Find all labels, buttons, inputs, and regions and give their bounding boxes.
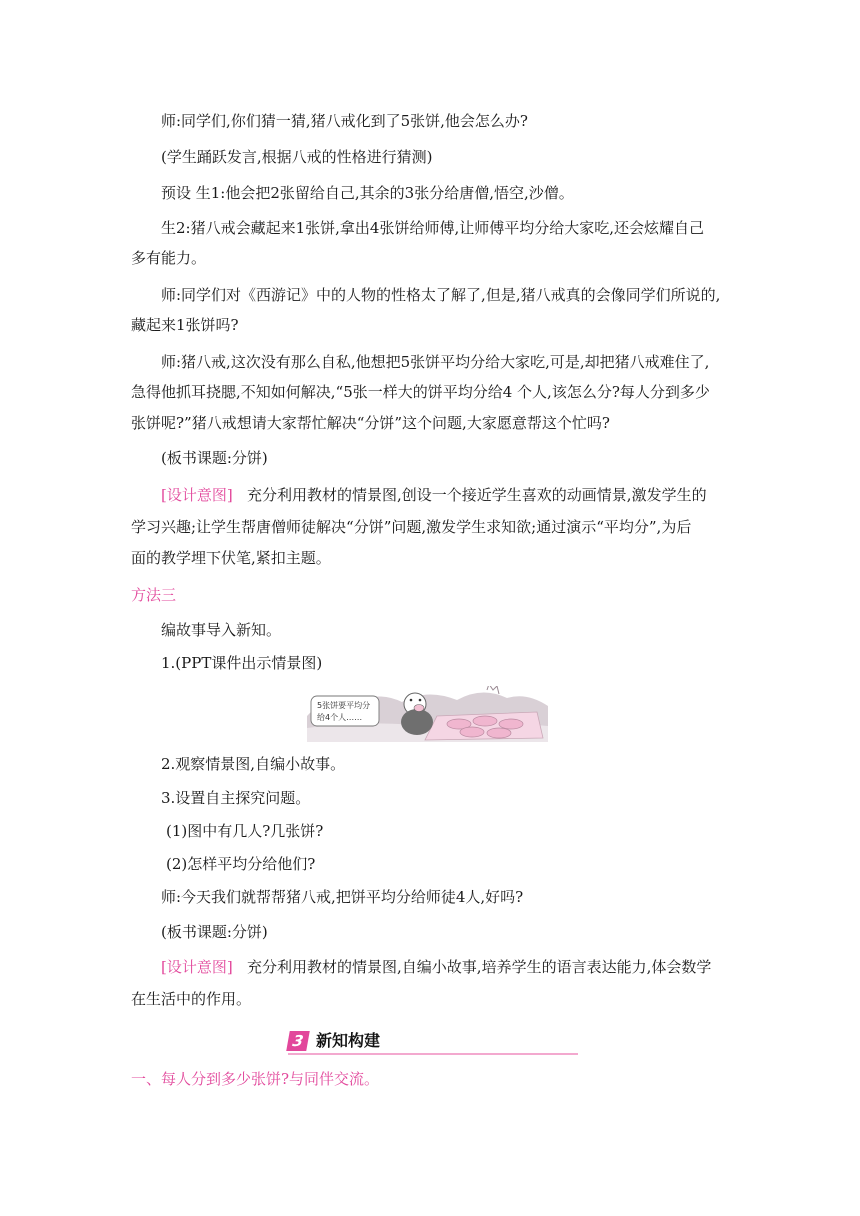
paragraph: 面的教学埋下伏笔,紧扣主题。 [131,549,331,567]
paragraph: 3.设置自主探究问题。 [161,789,311,807]
paragraph: 编故事导入新知。 [161,621,282,639]
paragraph: (2)怎样平均分给他们? [166,855,316,873]
paragraph: 张饼呢?”猪八戒想请大家帮忙解决“分饼”这个问题,大家愿意帮这个忙吗? [131,414,610,432]
paragraph: (学生踊跃发言,根据八戒的性格进行猜测) [161,148,433,166]
paragraph: 师:今天我们就帮帮猪八戒,把饼平均分给师徒4人,好吗? [161,888,524,906]
section-title: 新知构建 [316,1031,381,1050]
paragraph: 藏起来1张饼吗? [131,316,239,334]
design-note [161,956,761,978]
speech-bubble-text: 5张饼要平均分 [317,701,371,710]
speech-bubble-text: 给4个人…… [317,713,363,722]
paragraph: 急得他抓耳挠腮,不知如何解决,“5张一样大的饼平均分给4 个人,该怎么分?每人分到多少 [131,383,710,401]
paragraph: 1.(PPT课件出示情景图) [161,654,323,672]
paragraph: 2.观察情景图,自编小故事。 [161,755,346,773]
paragraph: (1)图中有几人?几张饼? [166,822,324,840]
section-number: 3 [286,1031,310,1051]
section-rule [288,1053,578,1055]
design-note-tag: [设计意图] [161,958,233,976]
paragraph: (板书课题:分饼) [161,449,268,467]
method-heading: 方法三 [131,586,177,604]
paragraph: 多有能力。 [131,249,207,267]
scene-illustration [307,686,548,742]
paragraph: 师:同学们,你们猜一猜,猪八戒化到了5张饼,他会怎么办? [161,112,528,130]
section-heading [288,1029,578,1055]
subheading: 一、每人分到多少张饼?与同伴交流。 [131,1070,380,1088]
paragraph: 师:同学们对《西游记》中的人物的性格太了解了,但是,猪八戒真的会像同学们所说的, [161,286,721,304]
paragraph: (板书课题:分饼) [161,923,268,941]
paragraph: 学习兴趣;让学生帮唐僧师徒解决“分饼”问题,激发学生求知欲;通过演示“平均分”,为后 [131,518,692,536]
paragraph: 师:猪八戒,这次没有那么自私,他想把5张饼平均分给大家吃,可是,却把猪八戒难住了, [161,353,710,371]
paragraph: 生2:猪八戒会藏起来1张饼,拿出4张饼给师傅,让师傅平均分给大家吃,还会炫耀自己 [161,219,704,237]
paragraph: 在生活中的作用。 [131,990,252,1008]
design-note-text: 充分利用教材的情景图,自编小故事,培养学生的语言表达能力,体会数学 [247,958,712,976]
design-note [161,484,761,506]
design-note-text: 充分利用教材的情景图,创设一个接近学生喜欢的动画情景,激发学生的 [247,486,707,504]
design-note-tag: [设计意图] [161,486,233,504]
paragraph: 预设 生1:他会把2张留给自己,其余的3张分给唐僧,悟空,沙僧。 [161,184,574,202]
